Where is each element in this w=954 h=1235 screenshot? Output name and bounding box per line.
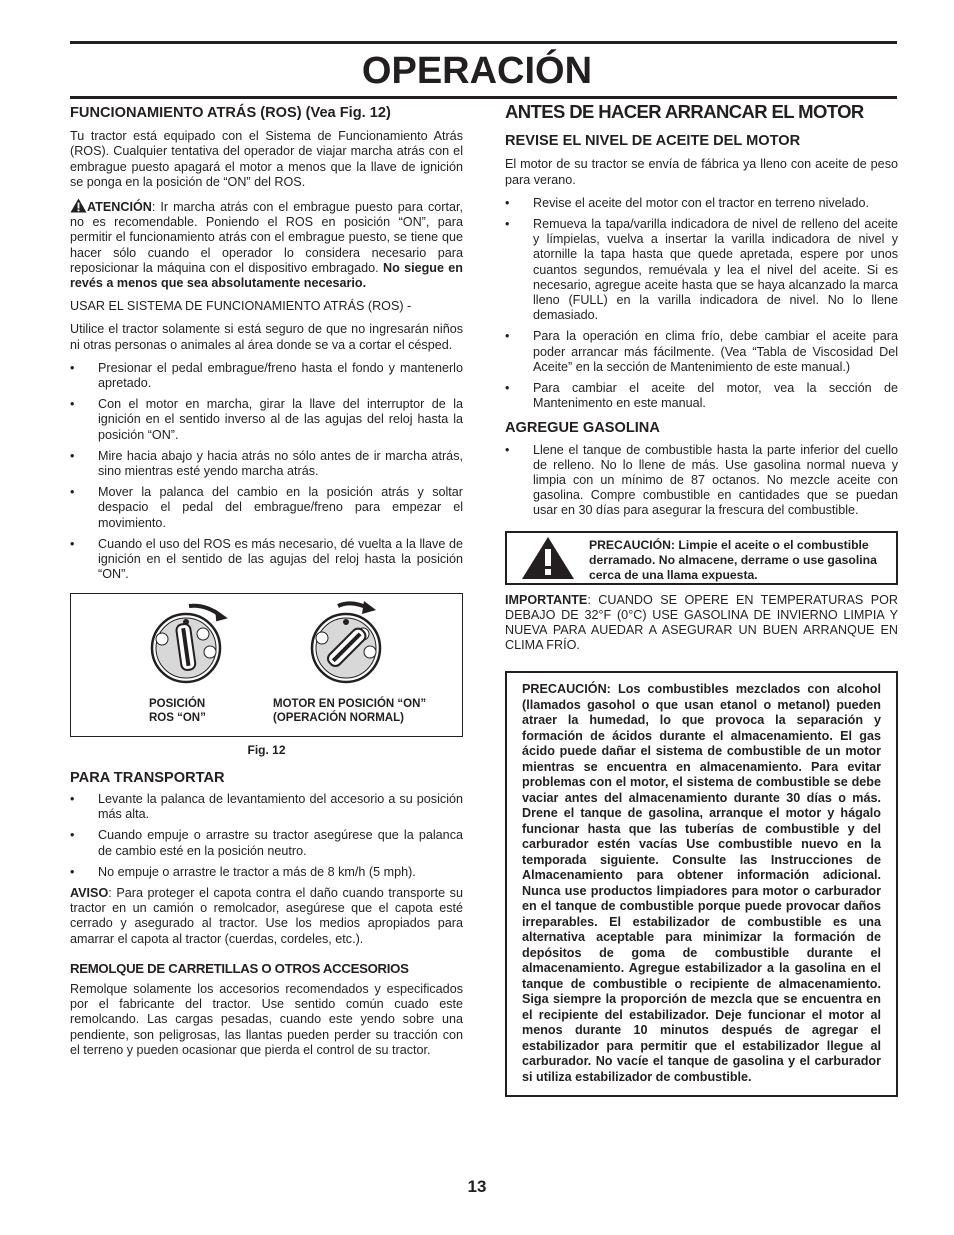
warning-icon: [521, 536, 575, 580]
title-rule: [70, 96, 897, 99]
list-item: • Levante la palanca de levantamiento del accesorio a su posición más alta.: [70, 792, 463, 822]
oil-bullets: [505, 196, 898, 412]
list-item: • Para cambiar el aceite del motor, vea la sección de Mantenimento en este manual.: [505, 381, 898, 411]
list-item: • Mover la palanca del cambio en la posición atrás y soltar despacio el pedal del embrague/freno para empezar el movimiento.: [70, 485, 463, 531]
list-item: • Remueva la tapa/varilla indicadora de nivel de relleno del aceite y límpielas, vuelva a insertar la varilla indicadora de nivel y atornille la tapa hasta que quede apretada, espere por unos cuantos segundos, remuévala y lea el nivel del aceite. Si es necesario, agregue aceite hasta que se haya alcanzado la marca lleno (FULL) en la varilla indicadora de nivel. No lo llene demasiado.: [505, 217, 898, 323]
atencion-paragraph: [70, 198, 463, 291]
fig-label-normal: MOTOR EN POSICIÓN “ON” (OPERACIÓN NORMAL): [273, 698, 427, 725]
list-item: • No empuje o arrastre le tractor a más de 8 km/h (5 mph).: [70, 865, 463, 880]
aviso-label: AVISO: [70, 885, 109, 900]
ros-heading: FUNCIONAMIENTO ATRÁS (ROS) (Vea Fig. 12): [70, 105, 391, 121]
atencion-bold: No siegue en revés a menos que sea absolutamente necesario.: [70, 260, 463, 291]
list-item: • Revise el aceite del motor con el tractor en terreno nivelado.: [505, 196, 898, 211]
atencion-text: : Ir marcha atrás con el embrague puesto para cortar, no es recomendable. Poniendo el ROS en posición “ON”, para permitir el funcionamiento atrás con el embrague puesto, se tiene que hacer sólo cuando el operador lo considera necesario para reposicionar la máquina con el dispositivo embragado.: [70, 200, 463, 275]
remolque-paragraph: Remolque solamente los accesorios recomendados y especificados por el fabricante del tractor. Use sentido común cuado este remolcando. Las cargas pesadas, cuando este yendo sobre una pendiente, son peligrosas, las llantas pueden perder su tracción con el terreno y pueden ocasionar que pierda el control de su tractor.: [70, 981, 463, 1057]
importante-text: : CUANDO SE OPERE EN TEMPERATURAS POR DEBAJO DE 32°F (0°C) USE GASOLINA DE INVIERNO LIMPIA Y NUEVA PARA AUEDAR A ASEGURAR UN BUEN ARRANQUE EN CLIMA FRÍO.: [505, 592, 898, 653]
ignition-switch-ros-illustration: [131, 598, 251, 698]
engine-start-heading: ANTES DE HACER ARRANCAR EL MOTOR: [505, 101, 864, 122]
left-column: [70, 106, 463, 1066]
list-item: • Llene el tanque de combustible hasta la parte inferior del cuello de relleno. No lo llene de más. Use gasolina normal nueva y limpia con un mínimo de 87 octanos. No mezcle aceite con gasolina. Compre combustible en cantidades que se puedan usar en 30 días para asegurar la frescura del combustible.: [505, 443, 898, 519]
oil-intro: El motor de su tractor se envía de fábrica ya lleno con aceite de peso para verano.: [505, 157, 898, 187]
warning-icon: [70, 198, 87, 213]
transport-heading: PARA TRANSPORTAR: [70, 769, 225, 786]
caution-small-box: [505, 531, 898, 585]
right-column: [505, 101, 898, 1097]
list-item: • Para la operación en clima frío, debe cambiar el aceite para poder arrancar más fácilmente. (Vea “Tabla de Viscosidad Del Aceite” en la sección de Mantenimiento de este manual.): [505, 329, 898, 375]
page-number: 13: [467, 1177, 487, 1196]
figure-caption: Fig. 12: [247, 743, 286, 758]
ros-bullets: [70, 361, 463, 583]
atencion-label: ATENCIÓN: [87, 200, 152, 215]
list-item: • Cuando empuje o arrastre su tractor asegúrese que la palanca de cambio esté en la posición neutro.: [70, 828, 463, 858]
top-rule: [70, 41, 897, 44]
oil-heading: REVISE EL NIVEL DE ACEITE DEL MOTOR: [505, 133, 801, 150]
list-item: • Presionar el pedal embrague/freno hasta el fondo y mantenerlo apretado.: [70, 361, 463, 391]
aviso-text: : Para proteger el capota contra el daño cuando transporte su tractor en un camión o remolcador, asegúrese que el capota esté cerrado y asegurado al tractor. Use los medios apropiados para amarrar el capota al tractor (cuerdas, cordeles, etc.).: [70, 885, 463, 946]
list-item: • Con el motor en marcha, girar la llave del interruptor de la ignición en el sentido inverso al de las agujas del reloj hasta la posición “ON”.: [70, 397, 463, 443]
caution-large-box: PRECAUCIÓN: Los combustibles mezclados con alcohol (llamados gasohol o que usan etanol o metanol) pueden atraer la humedad, lo que provoca la separación y formación de ácidos durante el almacenamiento. El gas ácido puede dañar el sistema de combustible de un motor mientras se encuentra en almacenamiento. Para evitar problemas con el motor, el sistema de combustible se debe vaciar antes del almacenamiento durante 30 días o más. Drene el tanque de gasolina, arranque el motor y hágalo funcionar hasta que las tuberías de combustible y del carburador estén vacías Use combustible nuevo en la temporada siguiente. Consulte las Instrucciones de Almacenamiento para obtener información adicional. Nunca use productos limpiadores para motor o carburador en el tanque de combustible porque puede provocar daños irreparables. El estabilizador de combustible es una alternativa aceptable para minimizar la formación de depósitos de goma de combustible durante el almacenamiento. Agregue estabilizador a la gasolina en el tanque de combustible o recipiente de almacenamiento. Siga siempre la proporción de mezcla que se encuentra en el recipiente del estabilizador. Deje funcionar el motor al menos durante 10 minutos después de agregar el estabilizador para permitir que el estabilizador llegue al carburador. No vacíe el tanque de gasolina y el carburador si utiliza estabilizador de combustible.: [505, 671, 898, 1097]
page-title: OPERACIÓN: [361, 50, 593, 92]
importante-paragraph: [505, 593, 898, 654]
remolque-heading: REMOLQUE DE CARRETILLAS O OTROS ACCESORIOS: [70, 960, 409, 976]
ros-intro: Tu tractor está equipado con el Sistema de Funcionamiento Atrás (ROS). Cualquier tentativa del operador de viajar marcha atrás con el embrague puesto apagará el motor a menos que la llave de ignición se ponga en la posición de “ON” del ROS.: [70, 129, 463, 189]
figure-12: [70, 593, 463, 737]
transport-bullets: [70, 792, 463, 880]
usar-line: USAR EL SISTEMA DE FUNCIONAMIENTO ATRÁS (ROS) -: [70, 299, 412, 314]
caution-small-text: PRECAUCIÓN: Limpie el aceite o el combustible derramado. No almacene, derrame o use gasolina cerca de una llama expuesta.: [589, 537, 877, 582]
importante-label: IMPORTANTE: [505, 592, 588, 607]
utilice-paragraph: Utilice el tractor solamente si está seguro de que no ingresarán niños ni otras personas o animales al área donde se va a cortar el césped.: [70, 322, 463, 352]
gas-heading: AGREGUE GASOLINA: [505, 420, 660, 437]
fig-label-ros: POSICIÓN ROS “ON”: [149, 698, 206, 725]
list-item: • Cuando el uso del ROS es más necesario, dé vuelta a la llave de ignición en el sentido de las agujas del reloj hasta la posición “ON”.: [70, 537, 463, 583]
aviso-paragraph: [70, 886, 463, 947]
ignition-switch-normal-illustration: [296, 596, 416, 696]
list-item: • Mire hacia abajo y hacia atrás no sólo antes de ir marcha atrás, sino mientras esté yendo marcha atrás.: [70, 449, 463, 479]
gas-bullets: [505, 443, 898, 519]
